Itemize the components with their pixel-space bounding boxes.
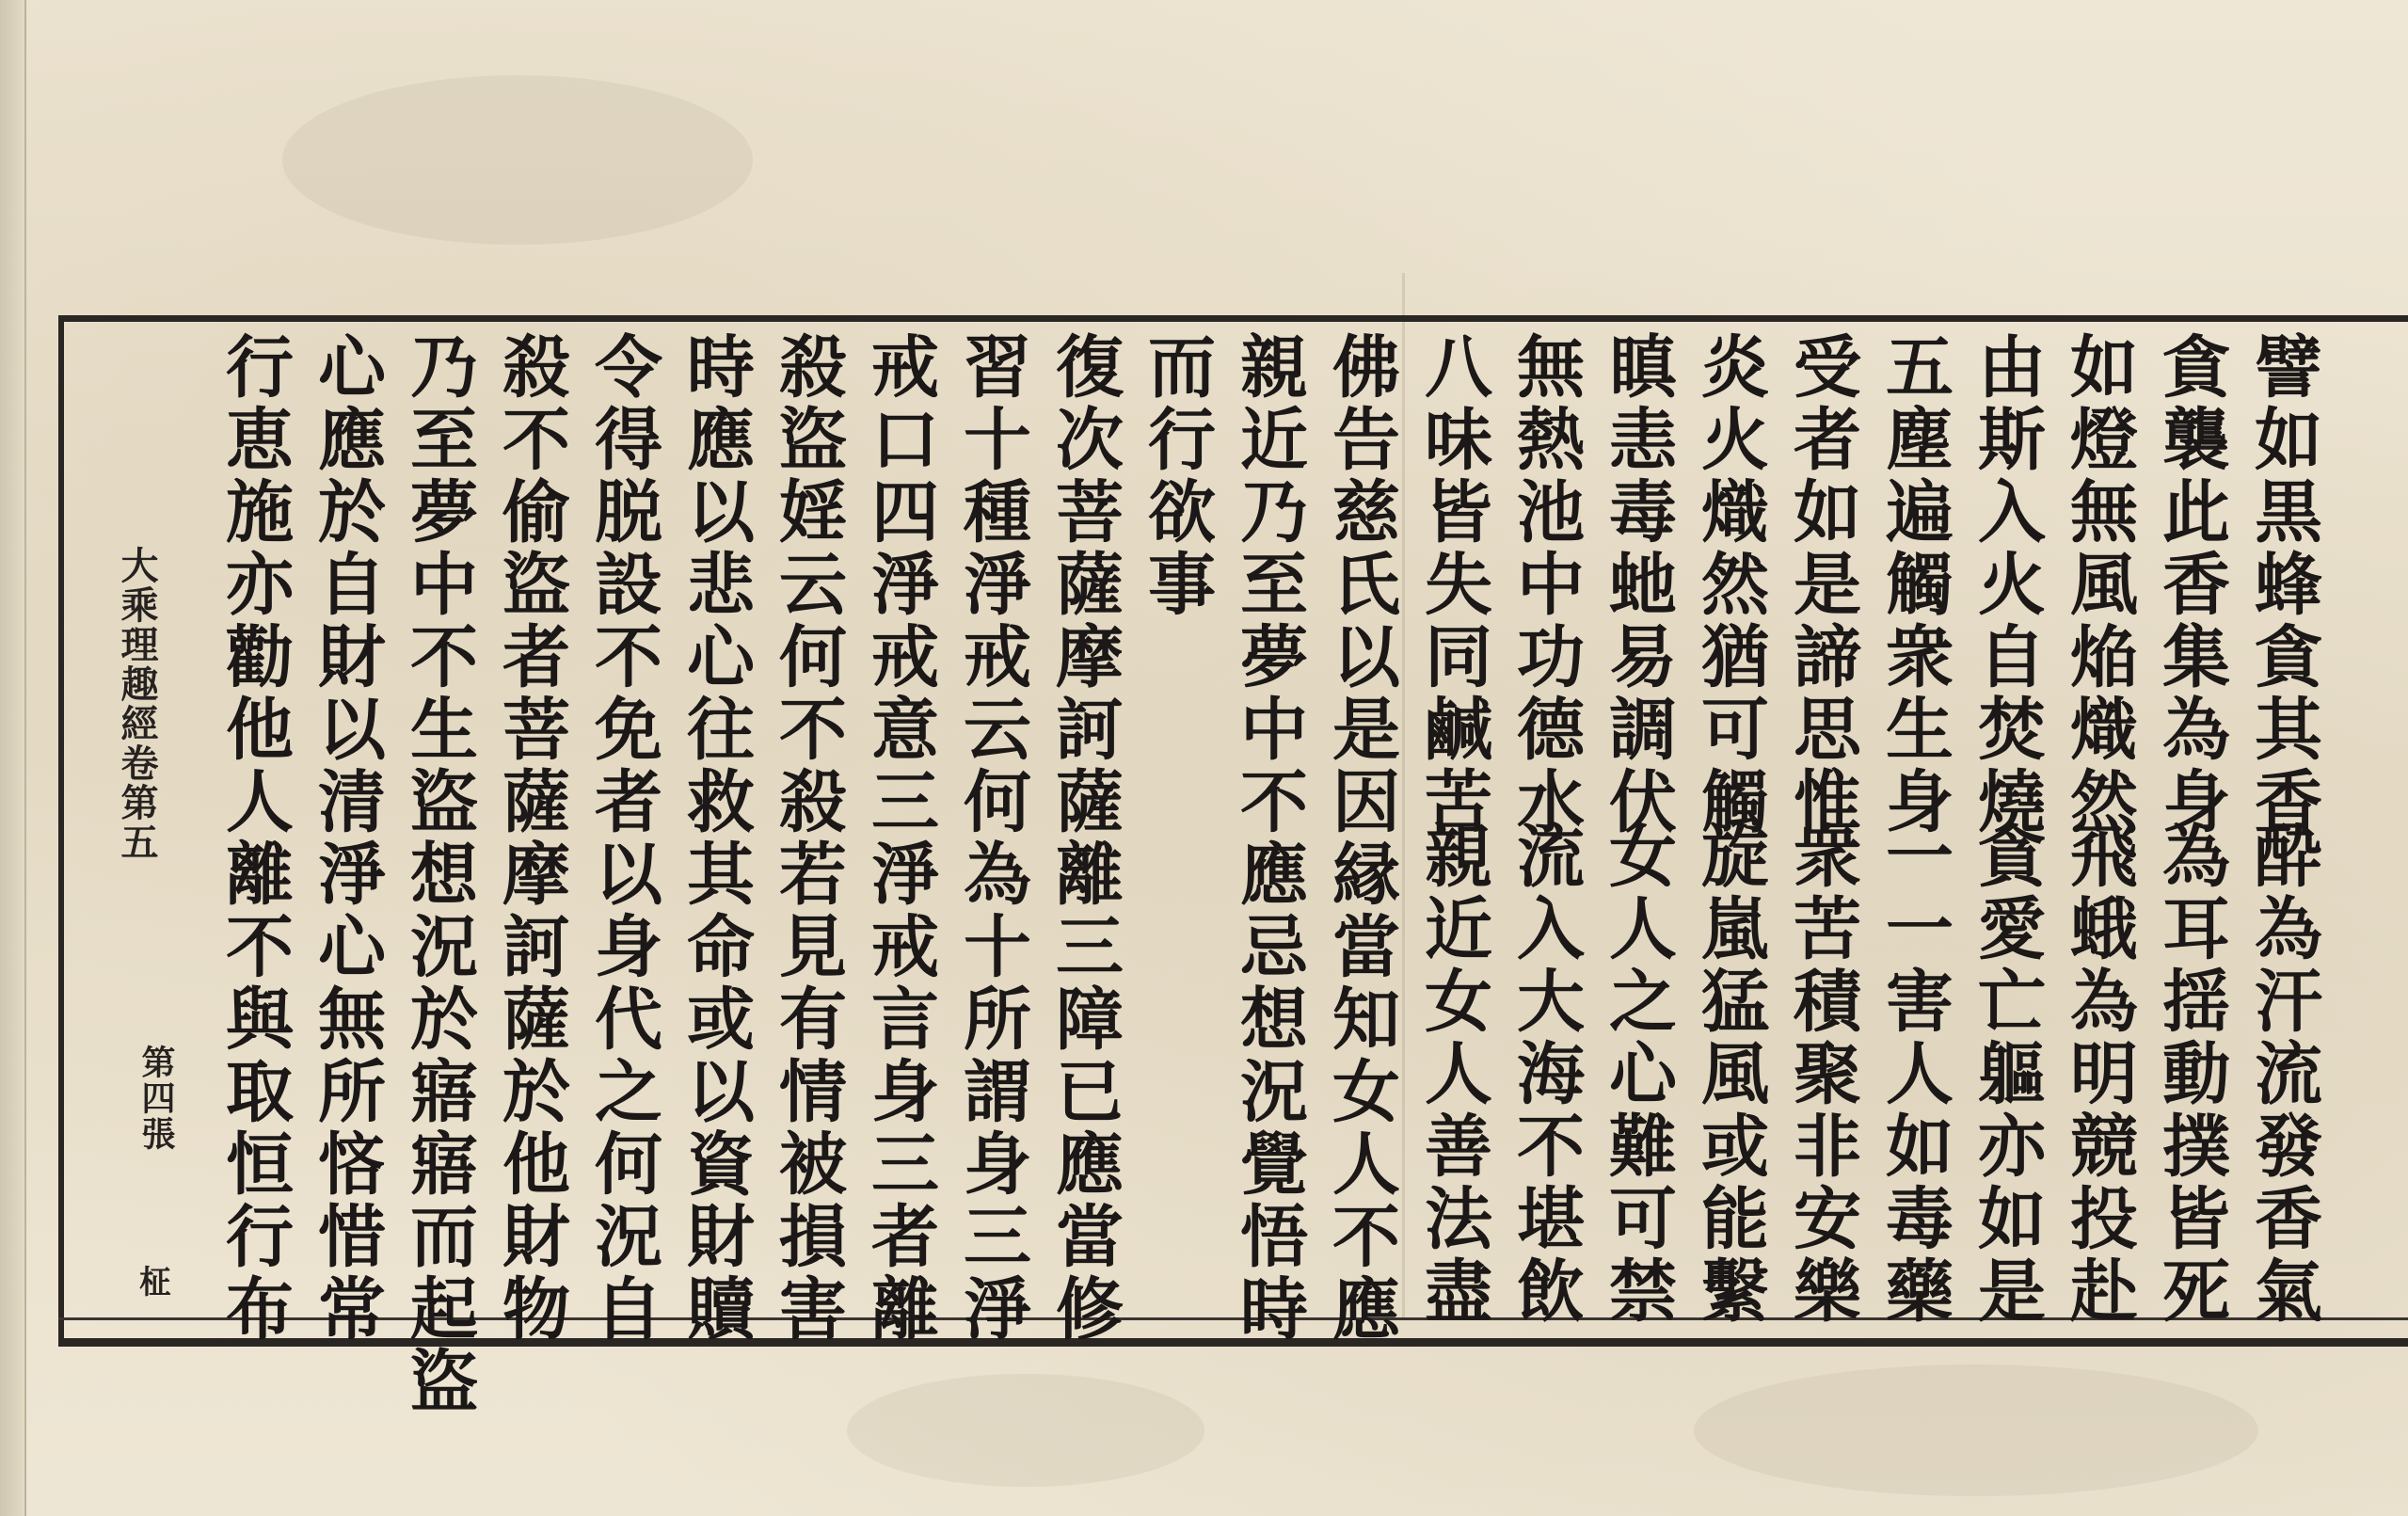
book-binding bbox=[0, 0, 26, 1516]
text-column-lower: 女人之心難可禁 bbox=[1598, 821, 1678, 1328]
text-column-lower: 飛蛾為明競投赴 bbox=[2059, 821, 2139, 1328]
text-column-upper: 習十種淨戒云何為十所謂身三淨 bbox=[952, 331, 1032, 1346]
text-column-upper: 戒口四淨戒意三淨戒言身三者離 bbox=[860, 331, 940, 1346]
text-column-lower: 貪愛亡軀亦如是 bbox=[1967, 821, 2047, 1328]
text-column-upper: 殺盜婬云何不殺若見有情被損害 bbox=[768, 331, 848, 1346]
text-column-upper: 時應以悲心往救其命或以資財贖 bbox=[676, 331, 756, 1346]
text-column-upper: 炎火熾然猶可觸 bbox=[1690, 331, 1770, 838]
text-column-upper: 乃至夢中不生盜想況於寤寤而起盜 bbox=[399, 331, 479, 1418]
margin-mark: 柾 bbox=[139, 1264, 171, 1301]
text-column-upper: 而行欲事 bbox=[1137, 331, 1217, 621]
text-column-upper: 八味皆失同鹹苦 bbox=[1413, 331, 1493, 838]
text-column-upper: 行恵施亦勸他人離不與取恒行布 bbox=[215, 331, 295, 1346]
text-column-upper: 復次菩薩摩訶薩離三障已應當修 bbox=[1045, 331, 1124, 1346]
text-columns bbox=[94, 331, 2400, 1418]
text-column-upper: 殺不偷盜者菩薩摩訶薩於他財物 bbox=[491, 331, 571, 1346]
text-column-upper: 由斯入火自焚燒 bbox=[1967, 331, 2047, 838]
text-column-upper: 瞋恚毒虵易調伏 bbox=[1598, 331, 1678, 838]
text-column-upper: 令得脱設不免者以身代之何況自 bbox=[583, 331, 663, 1346]
text-column-upper: 貪襲此香集為身 bbox=[2151, 331, 2231, 838]
text-column-lower: 旋嵐猛風或能繫 bbox=[1690, 821, 1770, 1328]
text-column-upper: 受者如是諦思惟 bbox=[1782, 331, 1862, 838]
text-column-upper: 五塵遍觸衆生身 bbox=[1874, 331, 1954, 838]
text-column-upper: 如燈無風焔熾然 bbox=[2059, 331, 2139, 838]
text-column-lower: 一一害人如毒藥 bbox=[1874, 821, 1954, 1328]
text-column-lower: 為耳揺動撲皆死 bbox=[2151, 821, 2231, 1328]
text-column-lower: 酔為汗流發香氣 bbox=[2243, 821, 2323, 1328]
text-column-lower: 流入大海不堪飲 bbox=[1506, 821, 1586, 1328]
paper-stain bbox=[847, 1374, 1204, 1487]
margin-page-number: 第四張 bbox=[136, 1045, 176, 1152]
text-column-upper: 無熱池中功德水 bbox=[1506, 331, 1586, 838]
margin-title: 大乘理趣經卷第五 bbox=[115, 546, 159, 862]
text-column-lower: 衆苦積聚非安樂 bbox=[1782, 821, 1862, 1328]
text-column-lower: 親近女人善法盡 bbox=[1413, 821, 1493, 1328]
text-column-upper: 佛告慈氏以是因縁當知女人不應 bbox=[1321, 331, 1401, 1346]
paper-stain bbox=[1694, 1364, 2258, 1496]
text-column-upper: 心應於自財以清淨心無所悋惜常 bbox=[307, 331, 387, 1346]
text-column-upper: 譬如黒蜂貪其香 bbox=[2243, 331, 2323, 838]
paper-stain bbox=[282, 75, 753, 245]
text-column-upper: 親近乃至夢中不應忌想況覺悟時 bbox=[1229, 331, 1309, 1346]
